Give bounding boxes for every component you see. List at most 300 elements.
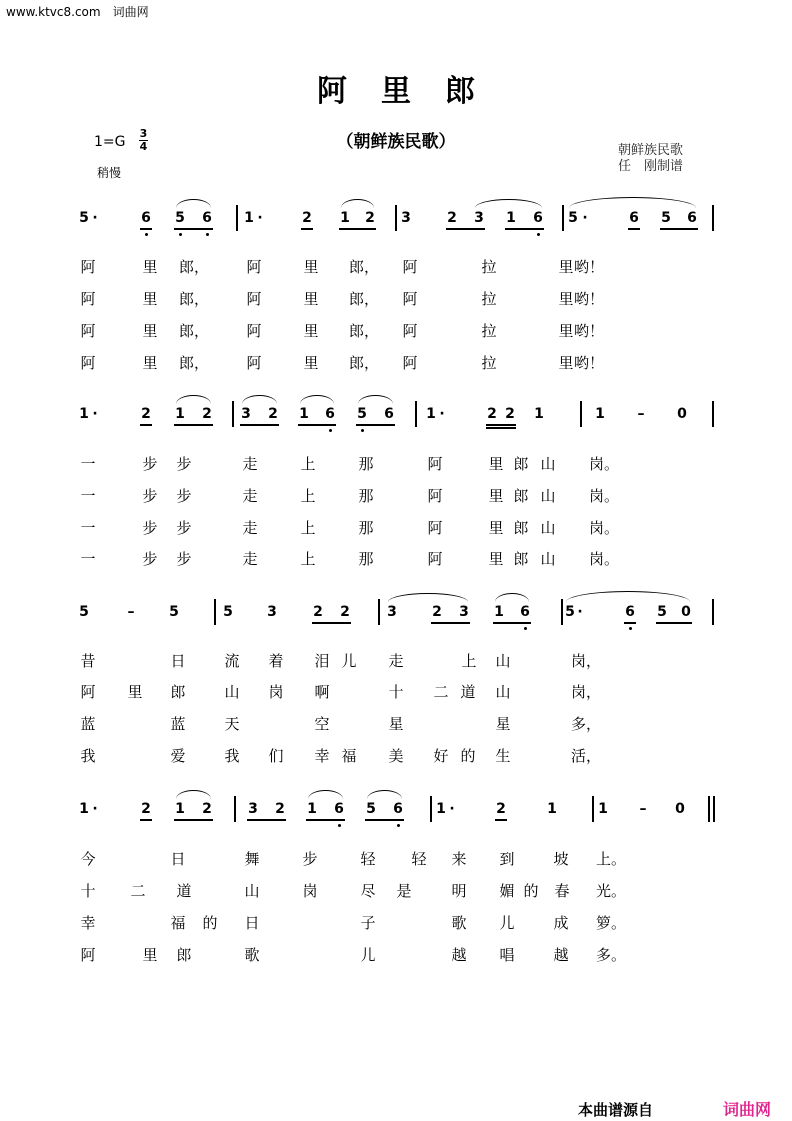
note: 1 bbox=[175, 406, 185, 422]
beam-line bbox=[174, 228, 213, 230]
lyric-char: 里 bbox=[303, 290, 319, 308]
lyric-char: 郎 bbox=[513, 519, 529, 537]
note: 1 bbox=[79, 801, 89, 817]
slur bbox=[569, 197, 696, 208]
lyric-char: 里 bbox=[558, 322, 574, 340]
octave-dot bbox=[524, 627, 527, 630]
lyric-char: 子 bbox=[360, 914, 376, 932]
lyric-char: 那 bbox=[358, 455, 374, 473]
lyric-char: 阿 bbox=[427, 455, 443, 473]
beam-line bbox=[365, 819, 404, 821]
beam-line bbox=[493, 622, 531, 624]
bar-line bbox=[232, 401, 234, 427]
lyric-char: 山 bbox=[224, 683, 240, 701]
lyric-char: 步 bbox=[142, 455, 158, 473]
lyric-char: 的 bbox=[202, 914, 218, 932]
lyric-char: 我 bbox=[224, 747, 240, 765]
slur bbox=[566, 591, 690, 602]
lyric-char: 哟！ bbox=[573, 354, 605, 372]
lyric-char: 二 bbox=[433, 683, 449, 701]
slur bbox=[388, 593, 468, 602]
lyric-char: 着 bbox=[268, 652, 284, 670]
lyric-char: 里 bbox=[142, 946, 158, 964]
note: 2 bbox=[365, 210, 375, 226]
note: 1 bbox=[506, 210, 516, 226]
slur bbox=[176, 199, 211, 208]
lyric-char: 轻 bbox=[411, 850, 427, 868]
beam-line bbox=[140, 228, 152, 230]
note: 6 bbox=[533, 210, 543, 226]
lyric-char: 蓝 bbox=[170, 715, 186, 733]
beam-line bbox=[486, 424, 516, 426]
note: 6 bbox=[202, 210, 212, 226]
note: 3 bbox=[267, 604, 277, 620]
lyric-char: 福 bbox=[170, 914, 186, 932]
bar-line bbox=[592, 796, 594, 822]
lyric-char: 尽 bbox=[360, 882, 376, 900]
bar-line bbox=[580, 401, 582, 427]
note: 2 bbox=[432, 604, 442, 620]
lyric-char: 一 bbox=[80, 455, 96, 473]
note: 6 bbox=[325, 406, 335, 422]
octave-dot bbox=[397, 824, 400, 827]
note: 2 bbox=[447, 210, 457, 226]
lyric-char: 阿 bbox=[427, 487, 443, 505]
beam-line bbox=[486, 427, 516, 429]
octave-dot bbox=[145, 233, 148, 236]
lyric-char: 上 bbox=[461, 652, 477, 670]
lyric-char: 哟！ bbox=[573, 290, 605, 308]
note: 5 bbox=[79, 210, 89, 226]
note: 0 bbox=[675, 801, 685, 817]
lyric-char: 天 bbox=[224, 715, 240, 733]
lyric-char: 歌 bbox=[244, 946, 260, 964]
lyric-char: 十 bbox=[80, 882, 96, 900]
note: 6 bbox=[520, 604, 530, 620]
lyric-char: 步 bbox=[142, 519, 158, 537]
note: 1 bbox=[595, 406, 605, 422]
beam-line bbox=[174, 819, 213, 821]
song-subtitle: （朝鲜族民歌） bbox=[336, 132, 456, 152]
note: 1 bbox=[547, 801, 557, 817]
lyric-char: 岗， bbox=[570, 652, 602, 670]
note: 2 bbox=[275, 801, 285, 817]
lyric-char: 儿 bbox=[499, 914, 515, 932]
note: 2 bbox=[268, 406, 278, 422]
lyric-char: 日 bbox=[170, 850, 186, 868]
note: 6 bbox=[687, 210, 697, 226]
lyric-char: 拉 bbox=[481, 258, 497, 276]
note: · bbox=[92, 406, 98, 422]
lyric-char: 里 bbox=[558, 258, 574, 276]
lyric-char: 们 bbox=[268, 747, 284, 765]
lyric-char: 阿 bbox=[427, 550, 443, 568]
lyric-char: 多， bbox=[570, 715, 602, 733]
lyric-char: 步 bbox=[176, 550, 192, 568]
tempo-marking: 稍慢 bbox=[97, 166, 122, 180]
lyric-char: 阿 bbox=[80, 290, 96, 308]
lyric-char: 箩。 bbox=[595, 914, 627, 932]
bar-line bbox=[712, 599, 714, 625]
lyric-char: 郎， bbox=[348, 290, 380, 308]
lyric-char: 步 bbox=[176, 455, 192, 473]
bar-line bbox=[234, 796, 236, 822]
time-sig-bottom: 4 bbox=[139, 140, 148, 153]
lyric-char: 山 bbox=[540, 487, 556, 505]
note: 1 bbox=[307, 801, 317, 817]
note: 2 bbox=[340, 604, 350, 620]
slur bbox=[300, 395, 334, 404]
beam-line bbox=[306, 819, 345, 821]
note: 2 bbox=[487, 406, 497, 422]
lyric-char: 阿 bbox=[402, 354, 418, 372]
lyric-char: 阿 bbox=[246, 290, 262, 308]
lyric-char: 走 bbox=[242, 550, 258, 568]
lyric-char: 阿 bbox=[80, 322, 96, 340]
beam-line bbox=[356, 424, 395, 426]
lyric-char: 儿 bbox=[341, 652, 357, 670]
note: 3 bbox=[241, 406, 251, 422]
lyric-char: 明 bbox=[451, 882, 467, 900]
key-signature: 1=G bbox=[94, 134, 126, 150]
lyric-char: 那 bbox=[358, 487, 374, 505]
lyric-char: 阿 bbox=[80, 258, 96, 276]
bar-line bbox=[430, 796, 432, 822]
lyric-char: 啊 bbox=[314, 683, 330, 701]
note: · bbox=[577, 604, 583, 620]
bar-line bbox=[395, 205, 397, 231]
lyric-char: 阿 bbox=[80, 354, 96, 372]
lyric-char: 多。 bbox=[595, 946, 627, 964]
note: · bbox=[92, 210, 98, 226]
lyric-char: 泪 bbox=[314, 652, 330, 670]
lyric-char: 山 bbox=[244, 882, 260, 900]
beam-line bbox=[660, 228, 698, 230]
site-header[interactable]: www.ktvc8.com 词曲网 bbox=[6, 5, 149, 19]
slur bbox=[358, 395, 393, 404]
lyric-char: 阿 bbox=[80, 946, 96, 964]
lyric-char: 阿 bbox=[402, 322, 418, 340]
lyric-char: 山 bbox=[540, 519, 556, 537]
credit-arranger: 任 刚制谱 bbox=[618, 159, 684, 174]
lyric-char: 舞 bbox=[244, 850, 260, 868]
lyric-char: 阿 bbox=[427, 519, 443, 537]
lyric-char: 福 bbox=[341, 747, 357, 765]
slur bbox=[475, 199, 542, 208]
note: 6 bbox=[629, 210, 639, 226]
bar-line bbox=[415, 401, 417, 427]
beam-line bbox=[247, 819, 286, 821]
bar-line bbox=[214, 599, 216, 625]
lyric-char: 光。 bbox=[595, 882, 627, 900]
note: 2 bbox=[505, 406, 515, 422]
lyric-char: 幸 bbox=[80, 914, 96, 932]
credit-origin: 朝鲜族民歌 bbox=[618, 143, 684, 158]
slur bbox=[242, 395, 277, 404]
lyric-char: 昔 bbox=[80, 652, 96, 670]
note: 3 bbox=[459, 604, 469, 620]
note: 1 bbox=[340, 210, 350, 226]
lyric-char: 我 bbox=[80, 747, 96, 765]
note: 6 bbox=[334, 801, 344, 817]
lyric-char: 阿 bbox=[246, 322, 262, 340]
lyric-char: 空 bbox=[314, 715, 330, 733]
lyric-char: 郎 bbox=[170, 683, 186, 701]
beam-line bbox=[656, 622, 692, 624]
lyric-char: 一 bbox=[80, 487, 96, 505]
note: 6 bbox=[625, 604, 635, 620]
lyric-char: 美 bbox=[388, 747, 404, 765]
slur bbox=[341, 199, 374, 208]
lyric-char: 日 bbox=[170, 652, 186, 670]
slur bbox=[367, 790, 402, 799]
lyric-char: 里 bbox=[303, 322, 319, 340]
octave-dot bbox=[537, 233, 540, 236]
lyric-char: 步 bbox=[142, 550, 158, 568]
slur bbox=[495, 593, 529, 602]
lyric-char: 里 bbox=[488, 550, 504, 568]
lyric-char: 岗。 bbox=[588, 455, 620, 473]
lyric-char: 里 bbox=[558, 290, 574, 308]
slur bbox=[308, 790, 343, 799]
footer-source-label: 本曲谱源自 bbox=[578, 1101, 654, 1119]
beam-line bbox=[624, 622, 636, 624]
lyric-char: 日 bbox=[244, 914, 260, 932]
lyric-char: 里 bbox=[142, 290, 158, 308]
note: – bbox=[639, 801, 647, 817]
beam-line bbox=[446, 228, 485, 230]
note: · bbox=[439, 406, 445, 422]
lyric-char: 上 bbox=[300, 519, 316, 537]
note: 5 bbox=[175, 210, 185, 226]
lyric-char: 哟！ bbox=[573, 258, 605, 276]
note: 1 bbox=[79, 406, 89, 422]
lyric-char: 一 bbox=[80, 550, 96, 568]
lyric-char: 郎， bbox=[348, 258, 380, 276]
beam-line bbox=[140, 819, 152, 821]
note: 0 bbox=[677, 406, 687, 422]
beam-line bbox=[240, 424, 279, 426]
note: 2 bbox=[313, 604, 323, 620]
lyric-char: 走 bbox=[388, 652, 404, 670]
note: 5 bbox=[568, 210, 578, 226]
beam-line bbox=[628, 228, 640, 230]
lyric-char: 坡 bbox=[553, 850, 569, 868]
lyric-char: 走 bbox=[242, 487, 258, 505]
lyric-char: 到 bbox=[499, 850, 515, 868]
note: · bbox=[449, 801, 455, 817]
lyric-char: 道 bbox=[460, 683, 476, 701]
lyric-char: 那 bbox=[358, 519, 374, 537]
note: 2 bbox=[141, 406, 151, 422]
bar-line bbox=[708, 796, 710, 822]
lyric-char: 郎， bbox=[178, 322, 210, 340]
slur bbox=[176, 790, 211, 799]
beam-line bbox=[312, 622, 351, 624]
lyric-char: 阿 bbox=[402, 290, 418, 308]
beam-line bbox=[301, 228, 313, 230]
lyric-char: 里 bbox=[558, 354, 574, 372]
note: 0 bbox=[681, 604, 691, 620]
lyric-char: 郎 bbox=[513, 487, 529, 505]
bar-line bbox=[236, 205, 238, 231]
bar-line bbox=[712, 205, 714, 231]
note: – bbox=[127, 604, 135, 620]
lyric-char: 越 bbox=[553, 946, 569, 964]
note: 5 bbox=[661, 210, 671, 226]
note: 1 bbox=[175, 801, 185, 817]
note: – bbox=[637, 406, 645, 422]
lyric-char: 里 bbox=[127, 683, 143, 701]
lyric-char: 歌 bbox=[451, 914, 467, 932]
lyric-char: 那 bbox=[358, 550, 374, 568]
octave-dot bbox=[629, 627, 632, 630]
lyric-char: 步 bbox=[142, 487, 158, 505]
note: 1 bbox=[534, 406, 544, 422]
lyric-char: 岗 bbox=[302, 882, 318, 900]
lyric-char: 蓝 bbox=[80, 715, 96, 733]
beam-line bbox=[431, 622, 470, 624]
note: 6 bbox=[393, 801, 403, 817]
song-title: 阿里郎 bbox=[317, 74, 509, 109]
note: 5 bbox=[357, 406, 367, 422]
lyric-char: 一 bbox=[80, 519, 96, 537]
lyric-char: 里 bbox=[303, 354, 319, 372]
lyric-char: 生 bbox=[495, 747, 511, 765]
note: · bbox=[582, 210, 588, 226]
note: 1 bbox=[244, 210, 254, 226]
note: 5 bbox=[657, 604, 667, 620]
note: 2 bbox=[202, 801, 212, 817]
note: 1 bbox=[299, 406, 309, 422]
note: · bbox=[257, 210, 263, 226]
note: · bbox=[92, 801, 98, 817]
note: 1 bbox=[426, 406, 436, 422]
lyric-char: 好 bbox=[433, 747, 449, 765]
note: 3 bbox=[474, 210, 484, 226]
note: 2 bbox=[496, 801, 506, 817]
slur bbox=[176, 395, 211, 404]
note: 2 bbox=[141, 801, 151, 817]
lyric-char: 十 bbox=[388, 683, 404, 701]
lyric-char: 成 bbox=[553, 914, 569, 932]
lyric-char: 星 bbox=[388, 715, 404, 733]
lyric-char: 上 bbox=[300, 455, 316, 473]
time-sig-top: 3 bbox=[139, 127, 148, 140]
bar-line bbox=[713, 796, 715, 822]
note: 5 bbox=[223, 604, 233, 620]
lyric-char: 里 bbox=[488, 455, 504, 473]
note: 3 bbox=[248, 801, 258, 817]
beam-line bbox=[298, 424, 336, 426]
lyric-char: 阿 bbox=[80, 683, 96, 701]
note: 2 bbox=[302, 210, 312, 226]
note: 3 bbox=[401, 210, 411, 226]
lyric-char: 阿 bbox=[402, 258, 418, 276]
octave-dot bbox=[329, 429, 332, 432]
octave-dot bbox=[361, 429, 364, 432]
lyric-char: 阿 bbox=[246, 258, 262, 276]
note: 5 bbox=[79, 604, 89, 620]
lyric-char: 山 bbox=[540, 455, 556, 473]
beam-line bbox=[505, 228, 544, 230]
lyric-char: 里 bbox=[488, 519, 504, 537]
lyric-char: 郎， bbox=[348, 354, 380, 372]
lyric-char: 上 bbox=[300, 550, 316, 568]
note: 2 bbox=[202, 406, 212, 422]
lyric-char: 的 bbox=[523, 882, 539, 900]
lyric-char: 爱 bbox=[170, 747, 186, 765]
lyric-char: 郎， bbox=[178, 354, 210, 372]
lyric-char: 岗。 bbox=[588, 550, 620, 568]
bar-line bbox=[561, 599, 563, 625]
lyric-char: 山 bbox=[540, 550, 556, 568]
lyric-char: 郎 bbox=[513, 550, 529, 568]
beam-line bbox=[339, 228, 376, 230]
lyric-char: 星 bbox=[495, 715, 511, 733]
lyric-char: 岗 bbox=[268, 683, 284, 701]
lyric-char: 道 bbox=[176, 882, 192, 900]
lyric-char: 轻 bbox=[360, 850, 376, 868]
time-signature bbox=[139, 128, 148, 153]
lyric-char: 里 bbox=[142, 322, 158, 340]
beam-line bbox=[174, 424, 213, 426]
lyric-char: 活， bbox=[570, 747, 602, 765]
note: 5 bbox=[366, 801, 376, 817]
lyric-char: 是 bbox=[396, 882, 412, 900]
lyric-char: 郎， bbox=[178, 290, 210, 308]
beam-line bbox=[140, 424, 152, 426]
lyric-char: 走 bbox=[242, 455, 258, 473]
lyric-char: 媚 bbox=[499, 882, 515, 900]
lyric-char: 山 bbox=[495, 652, 511, 670]
lyric-char: 郎 bbox=[513, 455, 529, 473]
lyric-char: 拉 bbox=[481, 354, 497, 372]
lyric-char: 春 bbox=[554, 882, 570, 900]
note: 5 bbox=[169, 604, 179, 620]
lyric-char: 幸 bbox=[314, 747, 330, 765]
lyric-char: 步 bbox=[176, 487, 192, 505]
lyric-char: 的 bbox=[460, 747, 476, 765]
lyric-char: 里 bbox=[142, 354, 158, 372]
footer-brand-logo[interactable]: 词曲网 bbox=[723, 1100, 772, 1119]
lyric-char: 郎， bbox=[348, 322, 380, 340]
lyric-char: 郎， bbox=[178, 258, 210, 276]
bar-line bbox=[378, 599, 380, 625]
note: 5 bbox=[565, 604, 575, 620]
lyric-char: 唱 bbox=[499, 946, 515, 964]
lyric-char: 阿 bbox=[246, 354, 262, 372]
lyric-char: 走 bbox=[242, 519, 258, 537]
note: 1 bbox=[598, 801, 608, 817]
lyric-char: 步 bbox=[176, 519, 192, 537]
lyric-char: 来 bbox=[451, 850, 467, 868]
note: 1 bbox=[494, 604, 504, 620]
lyric-char: 拉 bbox=[481, 322, 497, 340]
lyric-char: 岗。 bbox=[588, 487, 620, 505]
beam-line bbox=[495, 819, 507, 821]
note: 1 bbox=[436, 801, 446, 817]
lyric-char: 拉 bbox=[481, 290, 497, 308]
note: 6 bbox=[384, 406, 394, 422]
lyric-char: 里 bbox=[303, 258, 319, 276]
lyric-char: 上。 bbox=[595, 850, 627, 868]
octave-dot bbox=[206, 233, 209, 236]
octave-dot bbox=[179, 233, 182, 236]
bar-line bbox=[712, 401, 714, 427]
lyric-char: 里 bbox=[488, 487, 504, 505]
lyric-char: 上 bbox=[300, 487, 316, 505]
